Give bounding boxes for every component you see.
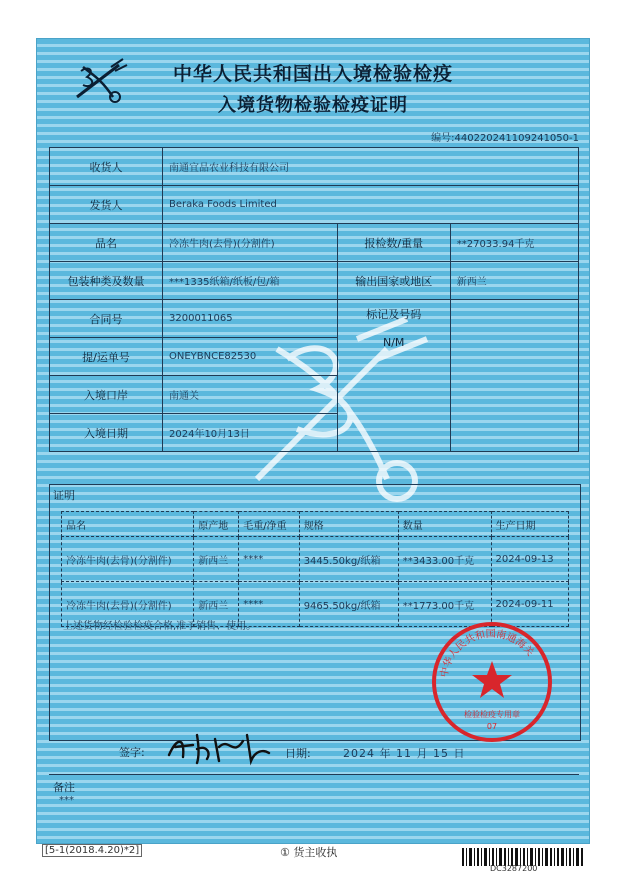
inspection-conclusion: 上述货物经检验检疫合格,准予销售、使用。 — [63, 621, 257, 632]
official-seal — [429, 619, 555, 745]
goods-table — [61, 511, 569, 627]
copy-note: ① 货主收执 — [280, 846, 338, 859]
remarks-label: 备注 — [53, 781, 75, 794]
bill-of-lading-label: 提/运单号 — [50, 338, 163, 376]
quantity-weight-label: 报检数/重量 — [337, 224, 450, 262]
package-value: ***1335纸箱/纸板/包/箱 — [163, 262, 338, 300]
column-header: 生产日期 — [491, 512, 569, 537]
column-header: 数量 — [398, 512, 491, 537]
marks-label-text: 标记及号码 — [366, 308, 422, 321]
table-cell: 9465.50kg/纸箱 — [299, 582, 398, 627]
entry-date-label: 入境日期 — [50, 414, 163, 452]
certificate-sheet — [36, 38, 590, 844]
consignee-value: 南通宜品农业科技有限公司 — [163, 148, 579, 186]
entry-port-label: 入境口岸 — [50, 376, 163, 414]
consignor-label: 发货人 — [50, 186, 163, 224]
barcode-number: DC3287200 — [490, 864, 538, 873]
consignor-value: Beraka Foods Limited — [163, 186, 579, 224]
table-cell: 2024-09-11 — [491, 582, 569, 627]
date-label: 日期: — [285, 747, 311, 760]
entry-port-value: 南通关 — [163, 376, 338, 414]
contract-no-value: 3200011065 — [163, 300, 338, 338]
consignment-info-table — [49, 147, 579, 452]
handwritten-signature — [163, 727, 273, 767]
column-header: 规格 — [299, 512, 398, 537]
marks-value: N/M — [383, 336, 405, 349]
remarks-section — [49, 774, 579, 835]
marks-label — [337, 300, 450, 452]
column-header: 原产地 — [194, 512, 239, 537]
remarks-value: *** — [59, 795, 74, 806]
column-header: 品名 — [62, 512, 194, 537]
bill-of-lading-value: ONEYBNCE82530 — [163, 338, 338, 376]
product-name-label: 品名 — [50, 224, 163, 262]
proof-label: 证明 — [53, 489, 75, 502]
consignee-label: 收货人 — [50, 148, 163, 186]
table-cell: 3445.50kg/纸箱 — [299, 537, 398, 582]
contract-no-label: 合同号 — [50, 300, 163, 338]
table-cell: 冷冻牛肉(去骨)(分割件) — [62, 537, 194, 582]
column-header: 毛重/净重 — [239, 512, 299, 537]
goods-table-header — [62, 512, 569, 537]
table-cell: **** — [239, 537, 299, 582]
seal-number: 07 — [486, 722, 498, 731]
form-code: [5-1(2018.4.20)*2] — [42, 844, 142, 857]
table-cell: 冷冻牛肉(去骨)(分割件) — [62, 582, 194, 627]
certificate-number: 编号:440220241109241050-1 — [431, 133, 579, 144]
signature-label: 签字: — [119, 746, 145, 759]
svg-text:中华人民共和国南通海关 — [437, 627, 536, 678]
table-cell: **** — [239, 582, 299, 627]
product-name-value: 冷冻牛肉(去骨)(分割件) — [163, 224, 338, 262]
star-icon — [472, 661, 512, 698]
package-label: 包装种类及数量 — [50, 262, 163, 300]
table-cell: **1773.00千克 — [398, 582, 491, 627]
table-cell: 2024-09-13 — [491, 537, 569, 582]
date-value: 2024 年 11 月 15 日 — [343, 747, 466, 760]
seal-subtext: 检验检疫专用章 — [464, 710, 520, 719]
origin-country-value: 新西兰 — [450, 262, 578, 300]
table-cell: 新西兰 — [194, 582, 239, 627]
seal-text: 中华人民共和国南通海关 — [439, 628, 536, 679]
entry-date-value: 2024年10月13日 — [163, 414, 338, 452]
quantity-weight-value: **27033.94千克 — [450, 224, 578, 262]
table-row — [62, 537, 569, 582]
table-cell: **3433.00千克 — [398, 537, 491, 582]
table-cell: 新西兰 — [194, 537, 239, 582]
document-subtitle: 入境货物检验检疫证明 — [218, 95, 408, 116]
marks-area — [450, 300, 578, 452]
origin-country-label: 输出国家或地区 — [337, 262, 450, 300]
document-title: 中华人民共和国出入境检验检疫 — [172, 63, 453, 85]
